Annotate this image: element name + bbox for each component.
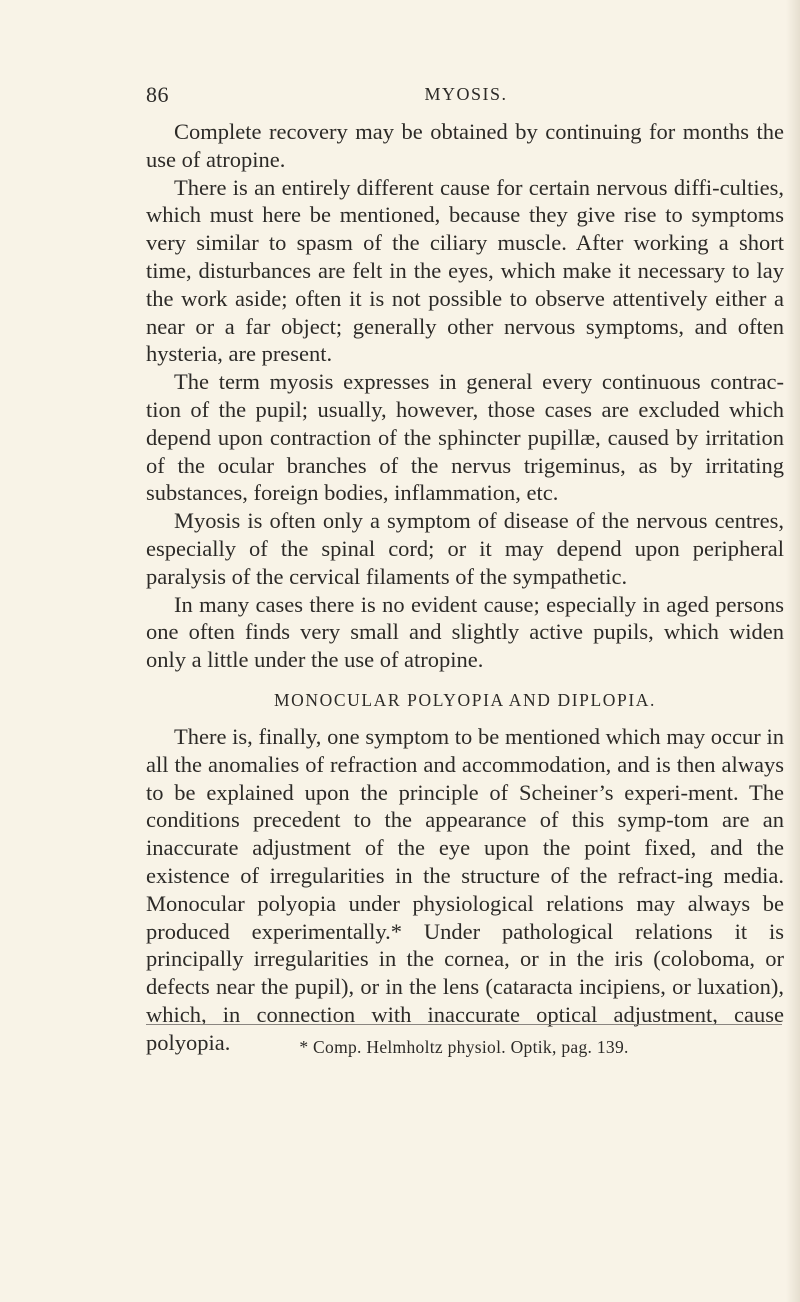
paragraph-nervous-difficulties: There is an entirely different cause for certain nervous diffi-culties, which must here be mentioned, because they give rise to symptoms very similar to spasm of the ciliary muscle. After working a short time, disturbances are felt in the eyes, which make it necessary to lay the work aside; often it is not possible to observe attentively either a near or a far object; generally other nervous symptoms, and often hysteria, are present. <box>146 174 784 367</box>
section-heading: MONOCULAR POLYOPIA AND DIPLOPIA. <box>274 689 656 710</box>
footnote: * Comp. Helmholtz physiol. Optik, pag. 139. <box>299 1037 629 1057</box>
paragraph-nervous-centres: Myosis is often only a symptom of disease of the nervous centres, especially of the spinal cord; or it may depend upon peripheral paralysis of the cervical filaments of the sympathetic. <box>146 508 784 589</box>
page-edge-shadow <box>786 0 800 1302</box>
running-head <box>146 82 786 108</box>
body-text <box>146 118 784 1057</box>
paragraph-aged-persons: In many cases there is no evident cause; especially in aged persons one often finds very small and slightly active pupils, which widen only a little under the use of atropine. <box>146 591 784 673</box>
paragraph-polyopia: There is, finally, one symptom to be mentioned which may occur in all the anomalies of refraction and accommodation, and is then always to be explained upon the principle of Scheiner’s experi-ment. The conditions precedent to the appearance of this symp-tom are an inaccurate adjustment of the eye upon the point fixed, and the existence of irregularities in the structure of the refract-ing media. Monocular polyopia under physiological relations may always be produced experimentally.* Under pathological relations it is principally irregularities in the cornea, or in the iris (coloboma, or defects near the pupil), or in the lens (cataracta incipiens, or luxation), which, in connection with inaccurate optical adjustment, cause polyopia. <box>146 723 784 1055</box>
running-title: MYOSIS. <box>424 84 508 104</box>
paragraph-recovery: Complete recovery may be obtained by continuing for months the use of atropine. <box>146 119 784 172</box>
page-number: 86 <box>146 82 169 107</box>
paragraph-myosis-definition: The term myosis expresses in general every continuous contrac-tion of the pupil; usually, however, those cases are excluded which depend upon contraction of the sphincter pupillæ, caused by irritation of the ocular branches of the nervus trigeminus, as by irritating substances, foreign bodies, inflammation, etc. <box>146 369 784 506</box>
footnote-rule <box>146 1024 782 1025</box>
